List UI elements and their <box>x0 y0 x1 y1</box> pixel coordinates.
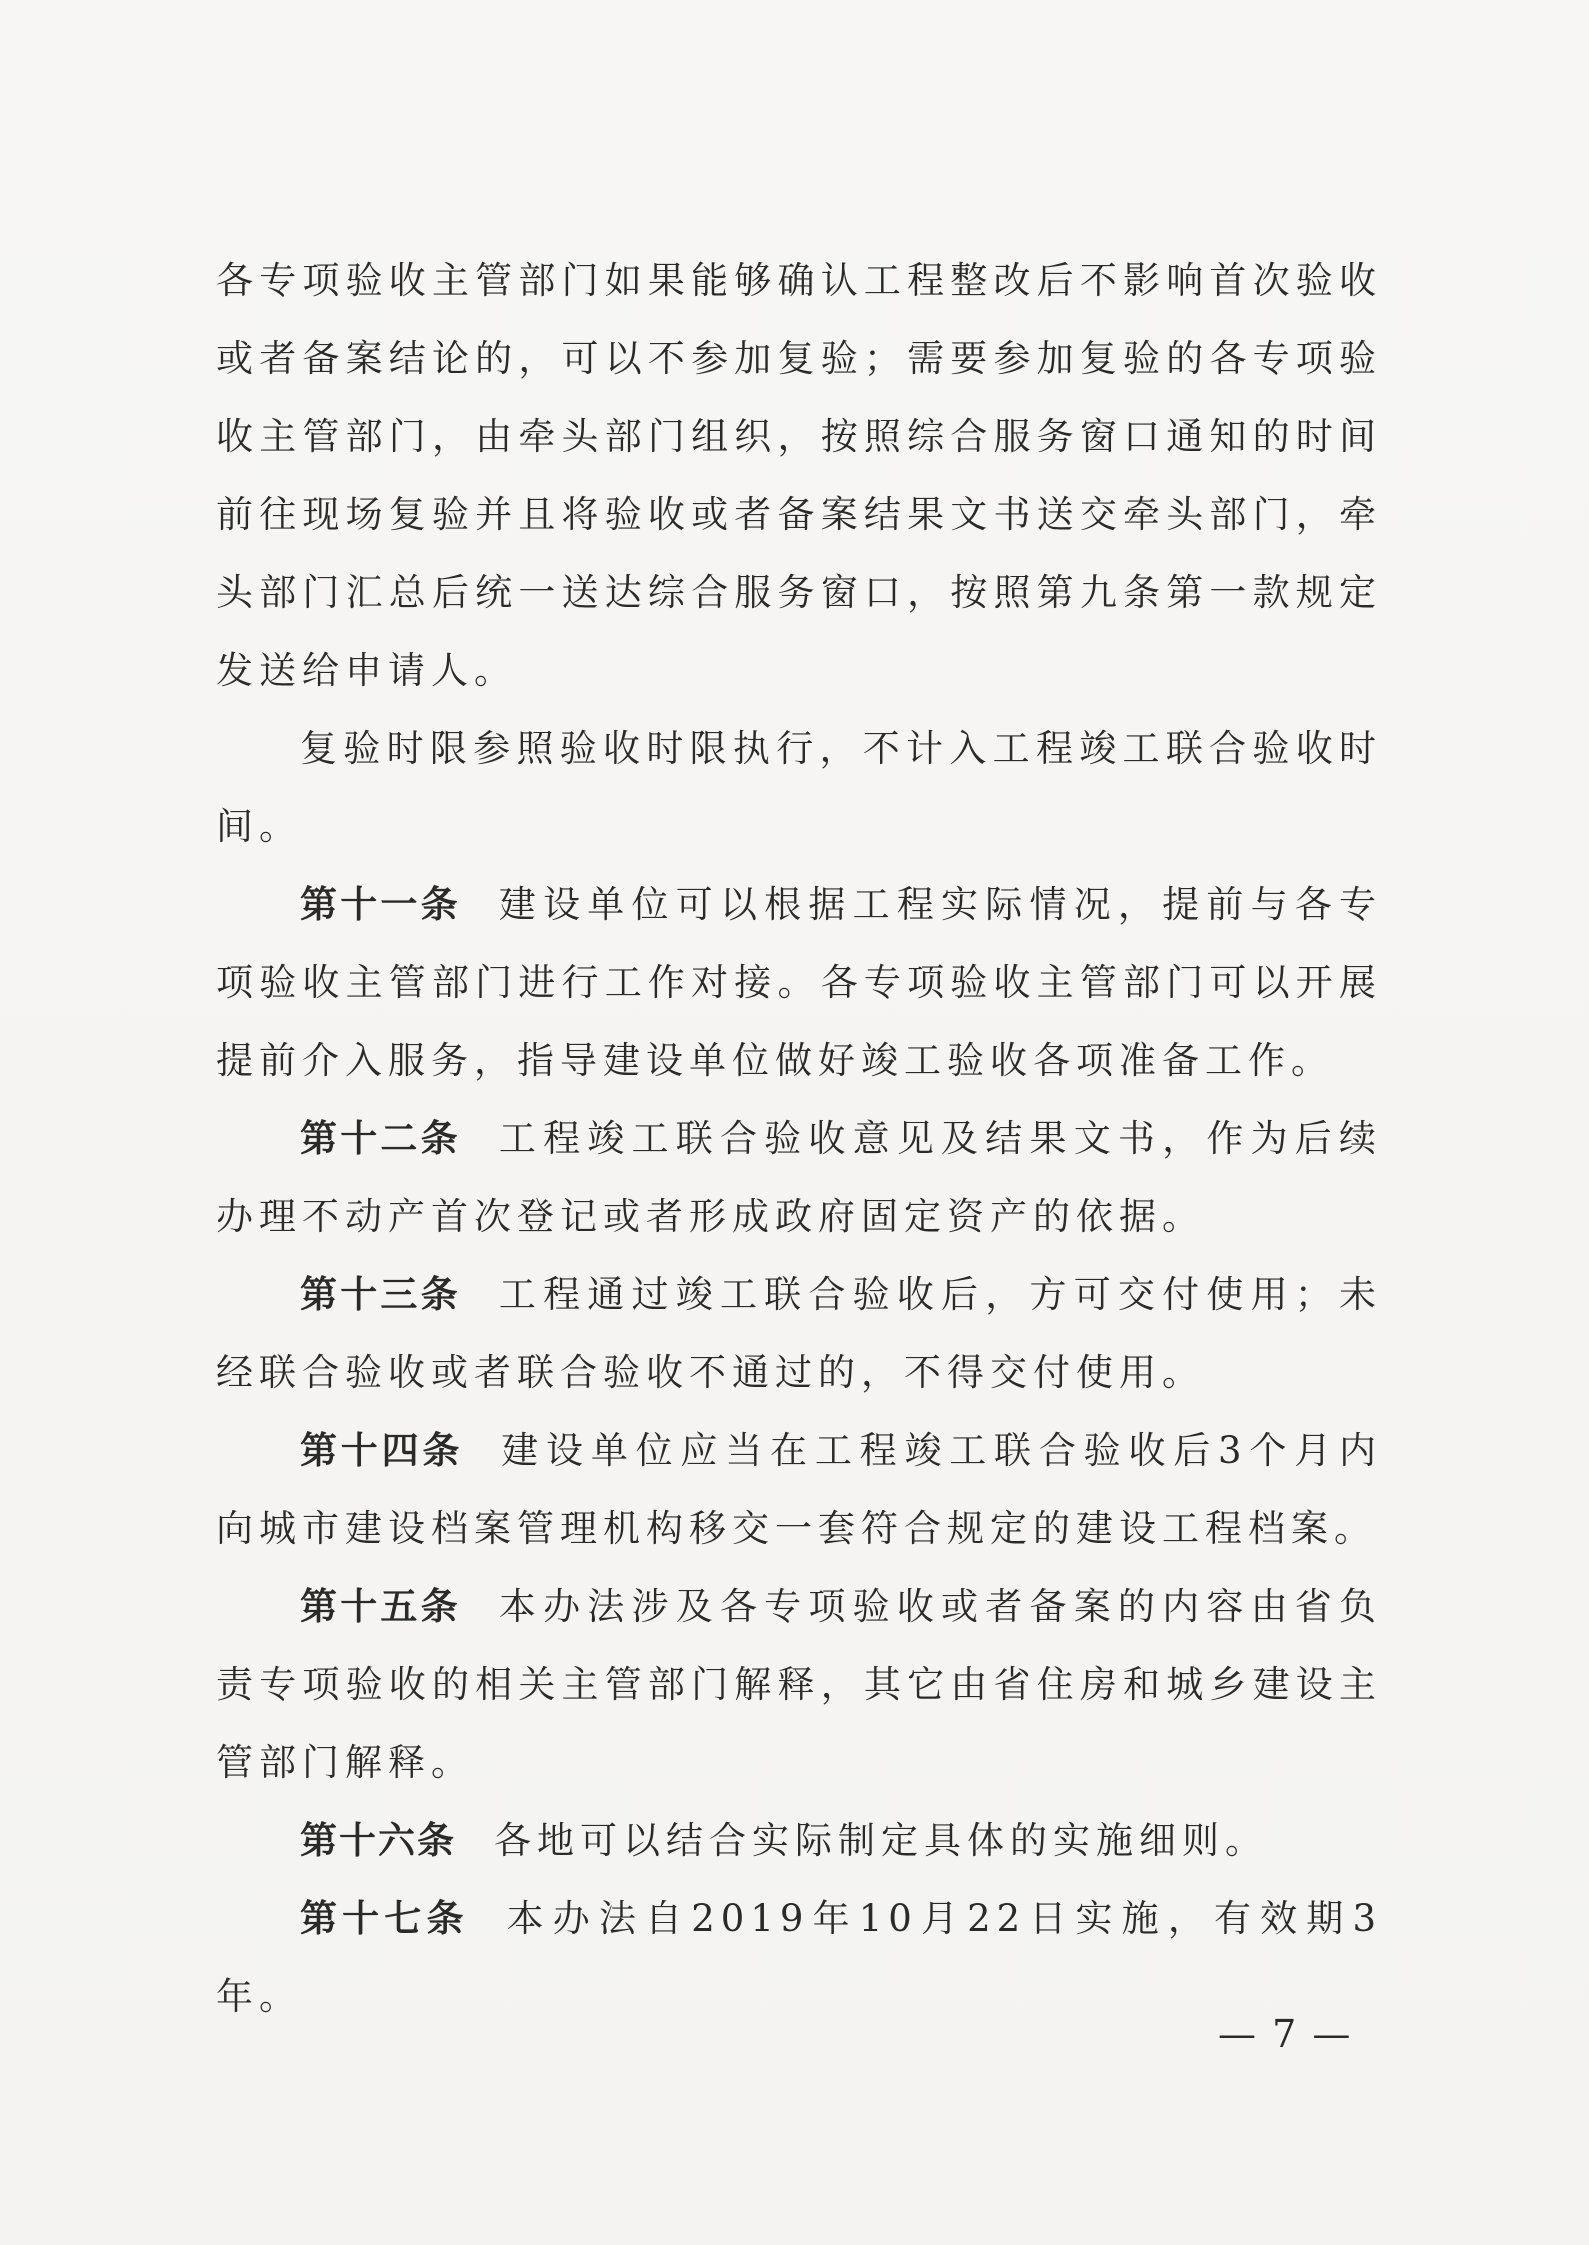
article-text: 各地可以结合实际制定具体的实施细则。 <box>494 1819 1268 1862</box>
article-13 <box>216 1256 1382 1412</box>
article-text: 建设单位可以根据工程实际情况，提前与各专项验收主管部门进行工作对接。各专项验收主管部门可以开展提前介入服务，指导建设单位做好竣工验收各项准备工作。 <box>216 883 1383 1082</box>
paragraph-text: 复验时限参照验收时限执行，不计入工程竣工联合验收时间。 <box>216 727 1382 848</box>
article-title: 第十七条 <box>300 1897 469 1940</box>
paragraph-continuation <box>216 242 1382 710</box>
article-11 <box>216 866 1382 1100</box>
article-text: 本办法涉及各专项验收或者备案的内容由省负责专项验收的相关主管部门解释，其它由省住房和城乡建设主管部门解释。 <box>216 1585 1383 1784</box>
article-text: 工程通过竣工联合验收后，方可交付使用；未经联合验收或者联合验收不通过的，不得交付使用。 <box>216 1273 1383 1394</box>
article-text: 建设单位应当在工程竣工联合验收后3个月内向城市建设档案管理机构移交一套符合规定的建设工程档案。 <box>216 1429 1383 1550</box>
page-number: — 7 — <box>1218 2012 1353 2056</box>
article-title: 第十三条 <box>300 1273 461 1316</box>
article-14 <box>216 1412 1382 1568</box>
article-title: 第十六条 <box>300 1819 456 1862</box>
article-title: 第十二条 <box>300 1117 461 1160</box>
article-title: 第十五条 <box>300 1585 461 1628</box>
article-12 <box>216 1100 1382 1256</box>
article-17 <box>216 1880 1382 2036</box>
paragraph-reinspection-time-limit <box>216 710 1382 866</box>
article-15 <box>216 1568 1382 1802</box>
paragraph-text: 各专项验收主管部门如果能够确认工程整改后不影响首次验收或者备案结论的，可以不参加复验；需要参加复验的各专项验收主管部门，由牵头部门组织，按照综合服务窗口通知的时间前往现场复验并且将验收或者备案结果文书送交牵头部门，牵头部门汇总后统一送达综合服务窗口，按照第九条第一款规定发送给申请人。 <box>216 259 1382 692</box>
article-title: 第十四条 <box>300 1429 464 1472</box>
article-16 <box>216 1802 1382 1880</box>
document-body <box>216 242 1382 2036</box>
article-text: 本办法自2019年10月22日实施，有效期3年。 <box>216 1897 1382 2018</box>
article-title: 第十一条 <box>300 883 461 926</box>
article-text: 工程竣工联合验收意见及结果文书，作为后续办理不动产首次登记或者形成政府固定资产的依据。 <box>216 1117 1383 1238</box>
